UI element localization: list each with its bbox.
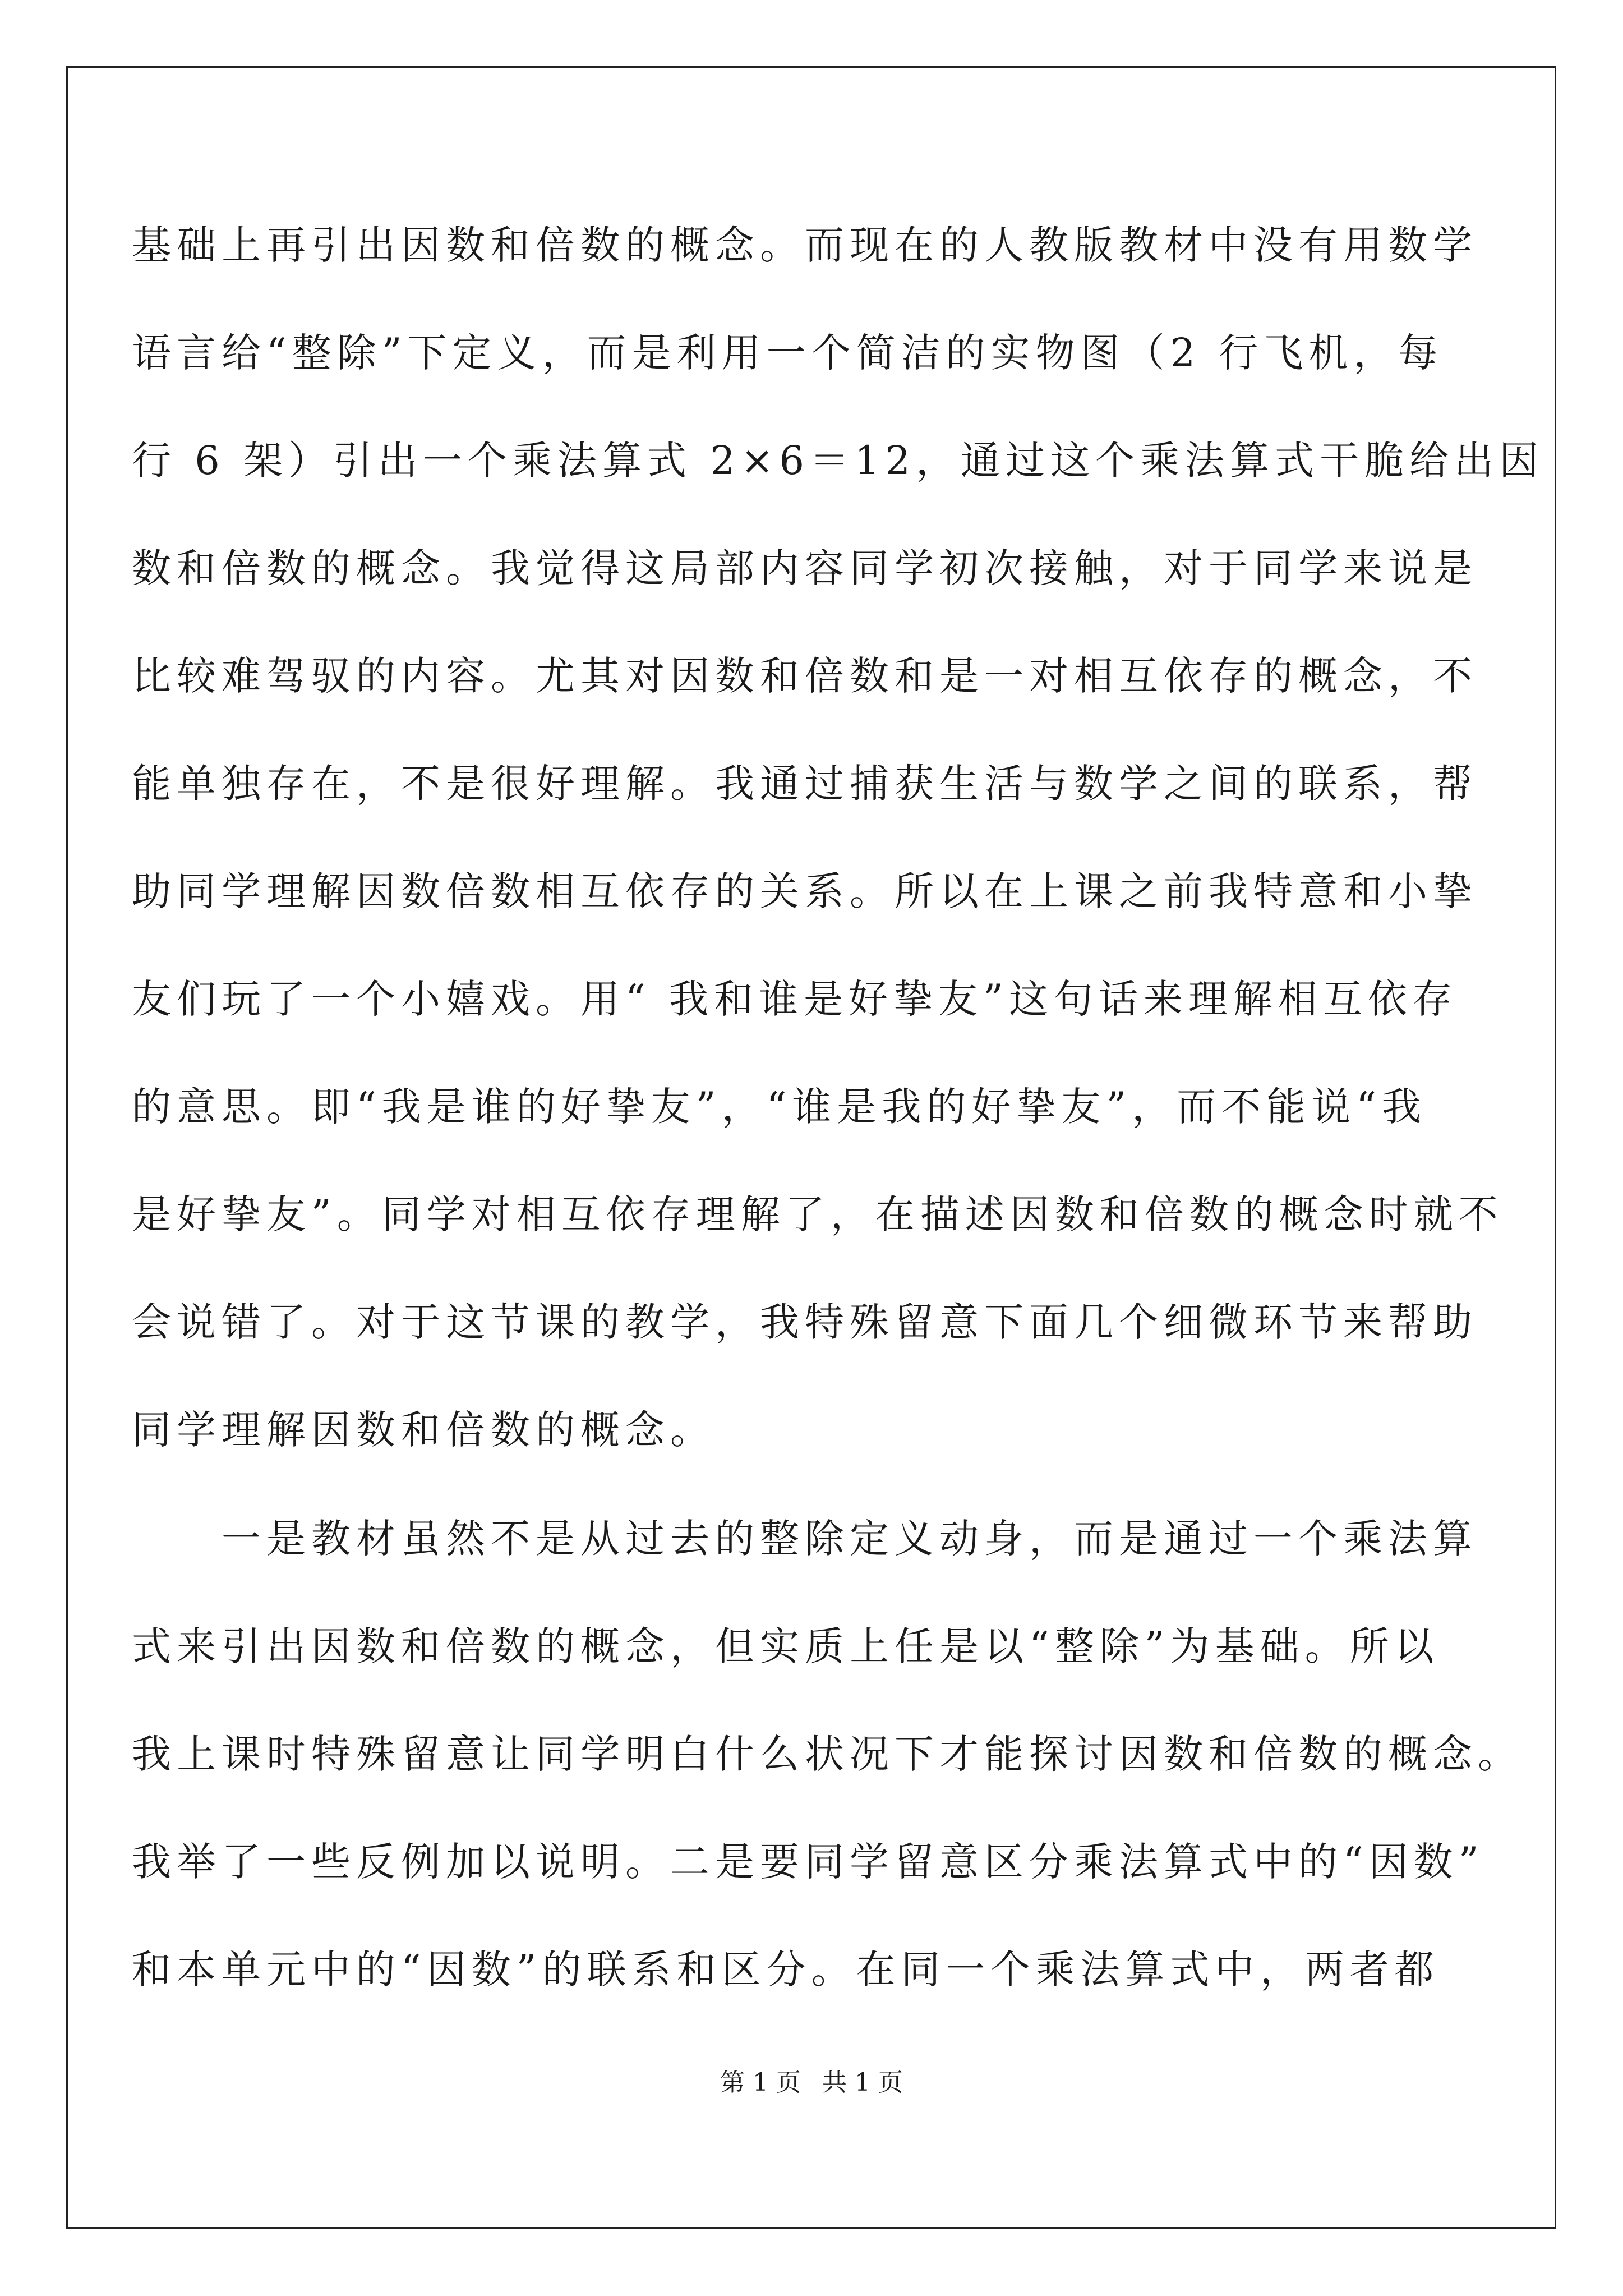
- text-line: 基础上再引出因数和倍数的概念。而现在的人教版教材中没有用数学: [132, 222, 1478, 268]
- text-line: 我上课时特殊留意让同学明白什么状况下才能探讨因数和倍数的概念。: [132, 1731, 1523, 1777]
- text-line: 同学理解因数和倍数的概念。: [132, 1407, 715, 1453]
- text-line: 行 6 架）引出一个乘法算式 2×6＝12，通过这个乘法算式干脆给出因: [132, 438, 1544, 484]
- text-line: 会说错了。对于这节课的教学，我特殊留意下面几个细微环节来帮助: [132, 1299, 1478, 1345]
- text-line: 一是教材虽然不是从过去的整除定义动身，而是通过一个乘法算: [132, 1516, 1478, 1562]
- page-total: 共 1 页: [822, 2068, 903, 2097]
- text-line: 我举了一些反例加以说明。二是要同学留意区分乘法算式中的“因数”: [132, 1839, 1484, 1885]
- text-line: 是好挚友”。同学对相互依存理解了，在描述因数和倍数的概念时就不: [132, 1191, 1504, 1237]
- page-footer: [0, 2066, 1623, 2100]
- page-number: 第 1 页: [720, 2068, 801, 2097]
- text-line: 和本单元中的“因数”的联系和区分。在同一个乘法算式中，两者都: [132, 1947, 1440, 1993]
- text-line: 比较难驾驭的内容。尤其对因数和倍数和是一对相互依存的概念，不: [132, 653, 1478, 699]
- text-line: 数和倍数的概念。我觉得这局部内容同学初次接触，对于同学来说是: [132, 545, 1478, 591]
- text-line: 语言给“整除”下定义，而是利用一个简洁的实物图（2 行飞机，每: [132, 330, 1444, 376]
- text-line: 能单独存在，不是很好理解。我通过捕获生活与数学之间的联系，帮: [132, 761, 1478, 807]
- text-line: 的意思。即“我是谁的好挚友”，“谁是我的好挚友”，而不能说“我: [132, 1084, 1427, 1130]
- text-line: 友们玩了一个小嬉戏。用“ 我和谁是好挚友”这句话来理解相互依存: [132, 976, 1458, 1022]
- text-line: 助同学理解因数倍数相互依存的关系。所以在上课之前我特意和小挚: [132, 868, 1478, 914]
- text-line: 式来引出因数和倍数的概念，但实质上任是以“整除”为基础。所以: [132, 1623, 1440, 1669]
